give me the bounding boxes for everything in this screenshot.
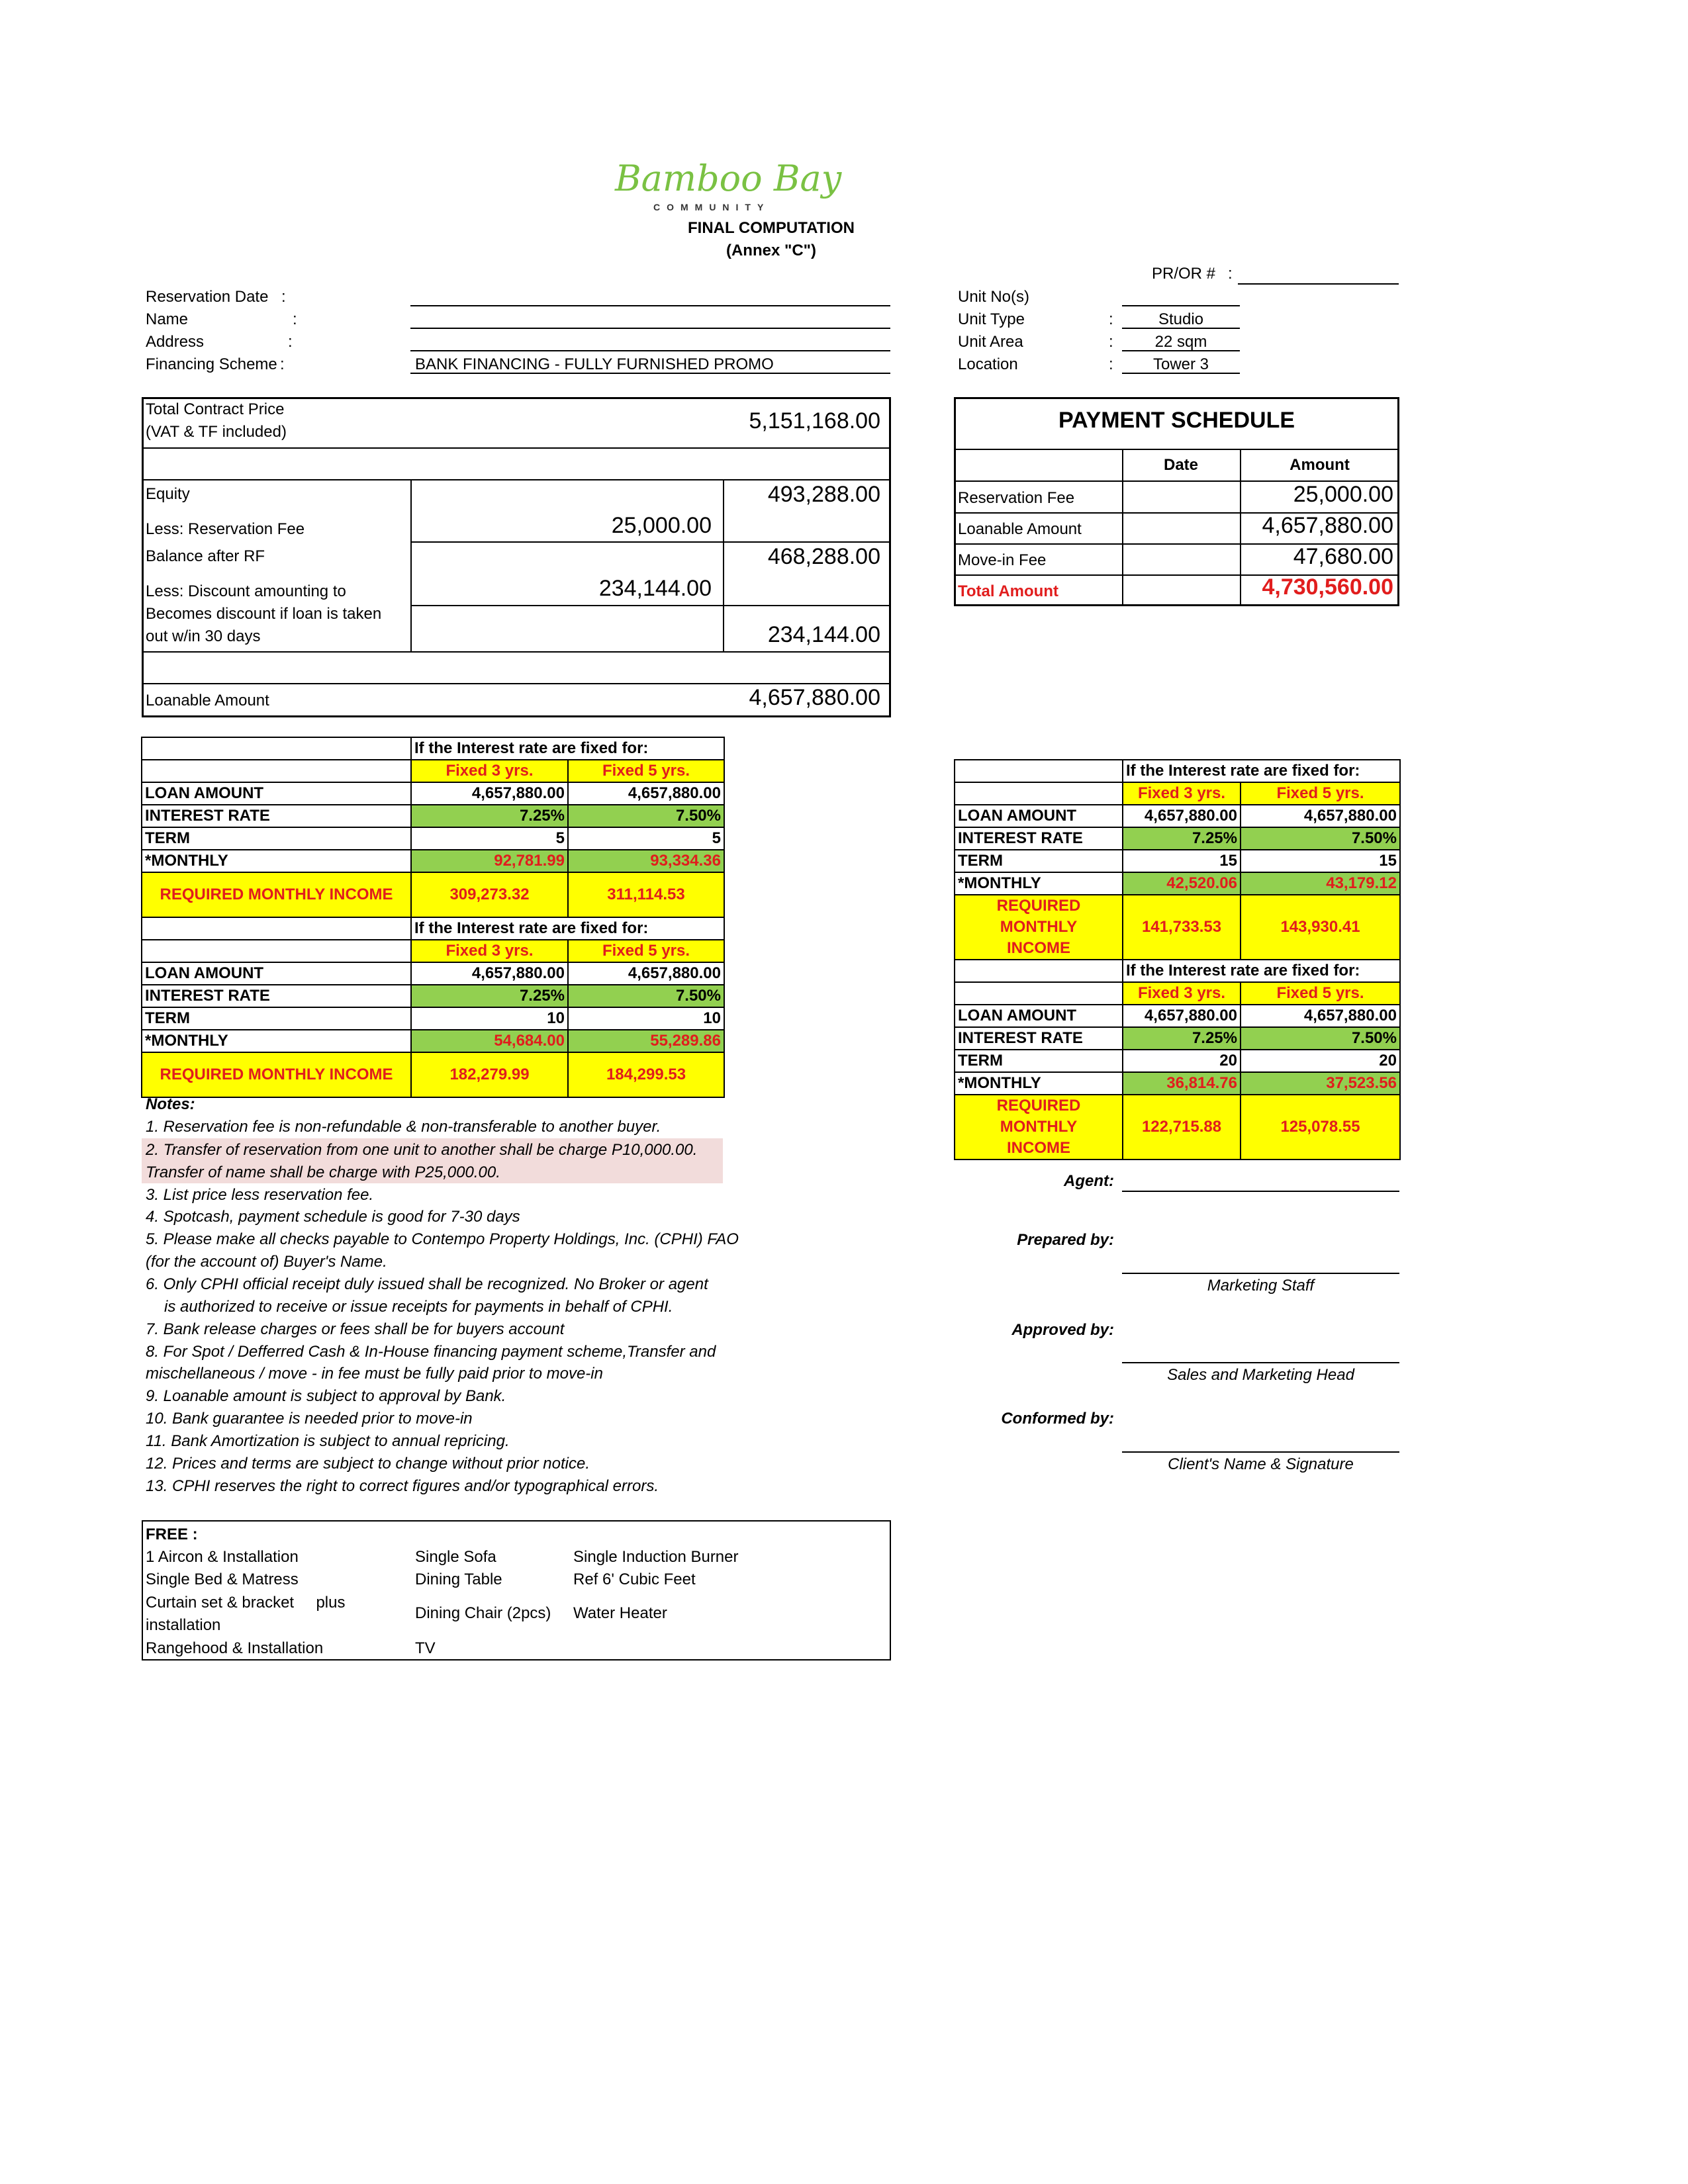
logo-brand-text: Bamboo Bay: [615, 158, 842, 199]
rate3: 7.25%: [1123, 827, 1241, 850]
rate5: 7.50%: [1241, 827, 1400, 850]
name-label: Name: [146, 310, 189, 328]
agent-label: Agent:: [1064, 1172, 1114, 1190]
free-item: Dining Chair (2pcs): [415, 1604, 551, 1622]
empty-cell: [955, 960, 1123, 982]
monthly5: 43,179.12: [1241, 872, 1400, 895]
location-label: Location: [958, 355, 1018, 373]
reservation-date-label: Reservation Date: [146, 288, 269, 306]
free-item: Single Bed & Matress: [146, 1570, 299, 1588]
free-item: Single Induction Burner: [573, 1548, 739, 1566]
rmi-label-line-1: REQUIRED MONTHLY: [996, 897, 1081, 936]
free-item: Rangehood & Installation: [146, 1639, 324, 1657]
ps-row-label: Loanable Amount: [958, 520, 1082, 538]
rmi5: 125,078.55: [1241, 1095, 1400, 1160]
fixed3-header: Fixed 3 yrs.: [411, 940, 568, 962]
monthly-label: *MONTHLY: [955, 1072, 1123, 1095]
empty-cell: [142, 940, 411, 962]
address-field[interactable]: [410, 350, 890, 351]
discount-label: Less: Discount amounting to: [146, 582, 346, 600]
monthly3: 54,684.00: [411, 1030, 568, 1052]
monthly-label: *MONTHLY: [142, 850, 411, 872]
pr-or-field[interactable]: [1238, 283, 1399, 285]
loan-amount-label: LOAN AMOUNT: [955, 1005, 1123, 1027]
rmi-label: REQUIRED MONTHLY INCOME: [142, 1052, 411, 1097]
prepared-label: Prepared by:: [1017, 1231, 1114, 1249]
unit-area-label: Unit Area: [958, 333, 1023, 351]
unit-no-label: Unit No(s): [958, 288, 1030, 306]
interest-rate-label: INTEREST RATE: [955, 1027, 1123, 1050]
underline: [1122, 350, 1240, 351]
bamboo-bay-logo: [612, 152, 842, 215]
tcp-label-2: (VAT & TF included): [146, 423, 287, 441]
page-subtitle: (Annex "C"): [726, 242, 817, 259]
unit-type-label: Unit Type: [958, 310, 1025, 328]
fixed3-header: Fixed 3 yrs.: [411, 760, 568, 782]
note-item: 11. Bank Amortization is subject to annual repricing.: [146, 1432, 510, 1450]
payment-schedule-title: PAYMENT SCHEDULE: [1058, 408, 1295, 433]
rate5: 7.50%: [568, 805, 724, 827]
ps-row-label: Reservation Fee: [958, 489, 1075, 507]
loan3: 4,657,880.00: [411, 782, 568, 805]
free-item: Single Sofa: [415, 1548, 496, 1566]
interest-rate-label: INTEREST RATE: [955, 827, 1123, 850]
term-label: TERM: [142, 827, 411, 850]
monthly3: 92,781.99: [411, 850, 568, 872]
unit-no-field[interactable]: [1122, 305, 1240, 306]
empty-cell: [955, 760, 1123, 782]
note-item: 4. Spotcash, payment schedule is good for 7-30 days: [146, 1208, 520, 1226]
note-item: 3. List price less reservation fee.: [146, 1186, 374, 1204]
loan-amount-label: LOAN AMOUNT: [142, 962, 411, 985]
note-item: 13. CPHI reserves the right to correct figures and/or typographical errors.: [146, 1477, 659, 1495]
approved-role: Sales and Marketing Head: [1167, 1366, 1354, 1384]
loan3: 4,657,880.00: [411, 962, 568, 985]
less-rf-label: Less: Reservation Fee: [146, 520, 305, 538]
ps-row-amount: 25,000.00: [1293, 482, 1393, 507]
loanable-label: Loanable Amount: [146, 692, 269, 709]
rmi3: 309,273.32: [411, 872, 568, 917]
financing-scheme-label: Financing Scheme: [146, 355, 277, 373]
rule: [142, 479, 891, 480]
logo-sub-text: COMMUNITY: [653, 202, 771, 212]
note-item: 8. For Spot / Defferred Cash & In-House financing payment scheme,Transfer and: [146, 1343, 716, 1361]
rmi3: 141,733.53: [1123, 895, 1241, 960]
rmi-label: [955, 895, 1123, 960]
term5: 10: [568, 1007, 724, 1030]
free-item: TV: [415, 1639, 436, 1657]
note-item: 12. Prices and terms are subject to change without prior notice.: [146, 1455, 590, 1473]
balance-value: 468,288.00: [767, 544, 880, 569]
monthly3: 42,520.06: [1123, 872, 1241, 895]
prepared-role: Marketing Staff: [1207, 1277, 1315, 1295]
interest-rate-label: INTEREST RATE: [142, 805, 411, 827]
underline: [1122, 373, 1240, 374]
note-item: 9. Loanable amount is subject to approval by Bank.: [146, 1387, 506, 1405]
rmi-label-line-1: REQUIRED MONTHLY: [996, 1097, 1081, 1136]
rmi5: 143,930.41: [1241, 895, 1400, 960]
equity-label: Equity: [146, 485, 190, 503]
rmi5: 184,299.53: [568, 1052, 724, 1097]
conformed-role: Client's Name & Signature: [1168, 1455, 1354, 1473]
rule: [142, 651, 891, 653]
name-field[interactable]: [410, 328, 890, 329]
rmi-label-line-2: INCOME: [1007, 939, 1070, 957]
loan5: 4,657,880.00: [568, 782, 724, 805]
fixed5-header: Fixed 5 yrs.: [1241, 782, 1400, 805]
rmi-label: REQUIRED MONTHLY INCOME: [142, 872, 411, 917]
discount-label-3: out w/in 30 days: [146, 627, 261, 645]
rule: [410, 605, 891, 606]
address-label: Address: [146, 333, 205, 351]
conformed-signature-line[interactable]: [1122, 1451, 1399, 1453]
approved-label: Approved by:: [1011, 1321, 1114, 1339]
term-label: TERM: [955, 850, 1123, 872]
agent-signature-line[interactable]: [1122, 1191, 1399, 1192]
monthly-label: *MONTHLY: [142, 1030, 411, 1052]
rmi3: 182,279.99: [411, 1052, 568, 1097]
ps-total-amount: 4,730,560.00: [1262, 574, 1393, 600]
loan5: 4,657,880.00: [1241, 805, 1400, 827]
prepared-signature-line[interactable]: [1122, 1273, 1399, 1274]
note-item: 6. Only CPHI official receipt duly issued shall be recognized. No Broker or agent: [146, 1275, 708, 1293]
ps-row-amount: 4,657,880.00: [1262, 513, 1393, 538]
rate5: 7.50%: [1241, 1027, 1400, 1050]
rule: [142, 447, 891, 449]
notes-title: Notes:: [146, 1095, 195, 1113]
fixed5-header: Fixed 5 yrs.: [568, 940, 724, 962]
ps-total-label: Total Amount: [958, 582, 1058, 600]
colon: :: [1109, 355, 1113, 373]
empty-cell: [955, 982, 1123, 1005]
rmi3: 122,715.88: [1123, 1095, 1241, 1160]
colon: :: [1109, 333, 1113, 351]
rate3: 7.25%: [411, 805, 568, 827]
note-item: Transfer of name shall be charge with P25,000.00.: [146, 1163, 500, 1181]
monthly-label: *MONTHLY: [955, 872, 1123, 895]
fixed3-header: Fixed 3 yrs.: [1123, 782, 1241, 805]
term5: 15: [1241, 850, 1400, 872]
location-value: Tower 3: [1152, 355, 1209, 373]
fixed-header: If the Interest rate are fixed for:: [411, 737, 724, 760]
empty-cell: [955, 782, 1123, 805]
equity-value: 493,288.00: [767, 482, 880, 507]
loan-amount-label: LOAN AMOUNT: [955, 805, 1123, 827]
free-item: Curtain set & bracket plus: [146, 1594, 346, 1612]
tcp-value: 5,151,168.00: [749, 408, 880, 433]
fixed5-header: Fixed 5 yrs.: [568, 760, 724, 782]
rule: [410, 541, 891, 543]
discount-label-2: Becomes discount if loan is taken: [146, 605, 382, 623]
term5: 5: [568, 827, 724, 850]
free-item: Water Heater: [573, 1604, 667, 1622]
col-amount-header: Amount: [1289, 456, 1350, 474]
unit-area-value: 22 sqm: [1154, 333, 1207, 351]
rule: [410, 479, 412, 651]
less-rf-value: 25,000.00: [611, 513, 712, 538]
monthly5: 93,334.36: [568, 850, 724, 872]
monthly3: 36,814.76: [1123, 1072, 1241, 1095]
free-item: Dining Table: [415, 1570, 502, 1588]
rate5: 7.50%: [568, 985, 724, 1007]
tcp-label: Total Contract Price: [146, 400, 285, 418]
fixed3-header: Fixed 3 yrs.: [1123, 982, 1241, 1005]
rmi5: 311,114.53: [568, 872, 724, 917]
ps-row-amount: 47,680.00: [1293, 544, 1393, 569]
rule: [954, 449, 1399, 450]
rule: [142, 683, 891, 684]
loan3: 4,657,880.00: [1123, 805, 1241, 827]
note-item: 7. Bank release charges or fees shall be for buyers account: [146, 1320, 565, 1338]
empty-cell: [142, 917, 411, 940]
fixed-header: If the Interest rate are fixed for:: [1123, 960, 1400, 982]
loan-amount-label: LOAN AMOUNT: [142, 782, 411, 805]
colon: :: [293, 310, 297, 328]
fixed-header: If the Interest rate are fixed for:: [411, 917, 724, 940]
empty-cell: [142, 737, 411, 760]
loanable-value: 4,657,880.00: [749, 685, 880, 710]
note-item: 10. Bank guarantee is needed prior to move-in: [146, 1410, 473, 1428]
free-item: Ref 6' Cubic Feet: [573, 1570, 696, 1588]
note-item: mischellaneous / move - in fee must be fully paid prior to move-in: [146, 1365, 603, 1383]
page-title: FINAL COMPUTATION: [688, 219, 855, 237]
rate3: 7.25%: [1123, 1027, 1241, 1050]
pr-or-colon: :: [1228, 265, 1233, 283]
colon: :: [281, 288, 286, 306]
term3: 20: [1123, 1050, 1241, 1072]
ps-row-label: Move-in Fee: [958, 551, 1047, 569]
loan5: 4,657,880.00: [568, 962, 724, 985]
fixed-header: If the Interest rate are fixed for:: [1123, 760, 1400, 782]
pr-or-label: PR/OR #: [1152, 265, 1216, 283]
note-item: 1. Reservation fee is non-refundable & non-transferable to another buyer.: [146, 1118, 661, 1136]
term3: 5: [411, 827, 568, 850]
underline: [1122, 328, 1240, 329]
term-label: TERM: [955, 1050, 1123, 1072]
note-item: 5. Please make all checks payable to Contempo Property Holdings, Inc. (CPHI) FAO: [146, 1230, 739, 1248]
rmi-label: [955, 1095, 1123, 1160]
conformed-label: Conformed by:: [1001, 1410, 1114, 1428]
approved-signature-line[interactable]: [1122, 1362, 1399, 1363]
balance-label: Balance after RF: [146, 547, 265, 565]
free-item: installation: [146, 1616, 221, 1634]
financing-scheme-value: BANK FINANCING - FULLY FURNISHED PROMO: [415, 355, 774, 373]
loan-table-left: [141, 737, 725, 1098]
fixed5-header: Fixed 5 yrs.: [1241, 982, 1400, 1005]
monthly5: 37,523.56: [1241, 1072, 1400, 1095]
loan3: 4,657,880.00: [1123, 1005, 1241, 1027]
reservation-date-field[interactable]: [410, 305, 890, 306]
rmi-label-line-2: INCOME: [1007, 1139, 1070, 1157]
free-item: 1 Aircon & Installation: [146, 1548, 299, 1566]
note-item: (for the account of) Buyer's Name.: [146, 1253, 387, 1271]
financing-scheme-field[interactable]: [410, 373, 890, 374]
colon: :: [288, 333, 293, 351]
interest-rate-label: INTEREST RATE: [142, 985, 411, 1007]
free-title: FREE :: [146, 1525, 198, 1543]
colon: :: [1109, 310, 1113, 328]
discount-value: 234,144.00: [598, 576, 712, 601]
term3: 15: [1123, 850, 1241, 872]
col-date-header: Date: [1163, 456, 1199, 474]
term5: 20: [1241, 1050, 1400, 1072]
loan5: 4,657,880.00: [1241, 1005, 1400, 1027]
colon: :: [280, 355, 285, 373]
empty-cell: [142, 760, 411, 782]
term-label: TERM: [142, 1007, 411, 1030]
discount-total: 234,144.00: [767, 622, 880, 647]
term3: 10: [411, 1007, 568, 1030]
note-item: is authorized to receive or issue receipts for payments in behalf of CPHI.: [164, 1298, 673, 1316]
note-item: 2. Transfer of reservation from one unit to another shall be charge P10,000.00.: [146, 1141, 698, 1159]
monthly5: 55,289.86: [568, 1030, 724, 1052]
unit-type-value: Studio: [1158, 310, 1204, 328]
loan-table-right: [954, 759, 1401, 1160]
rate3: 7.25%: [411, 985, 568, 1007]
